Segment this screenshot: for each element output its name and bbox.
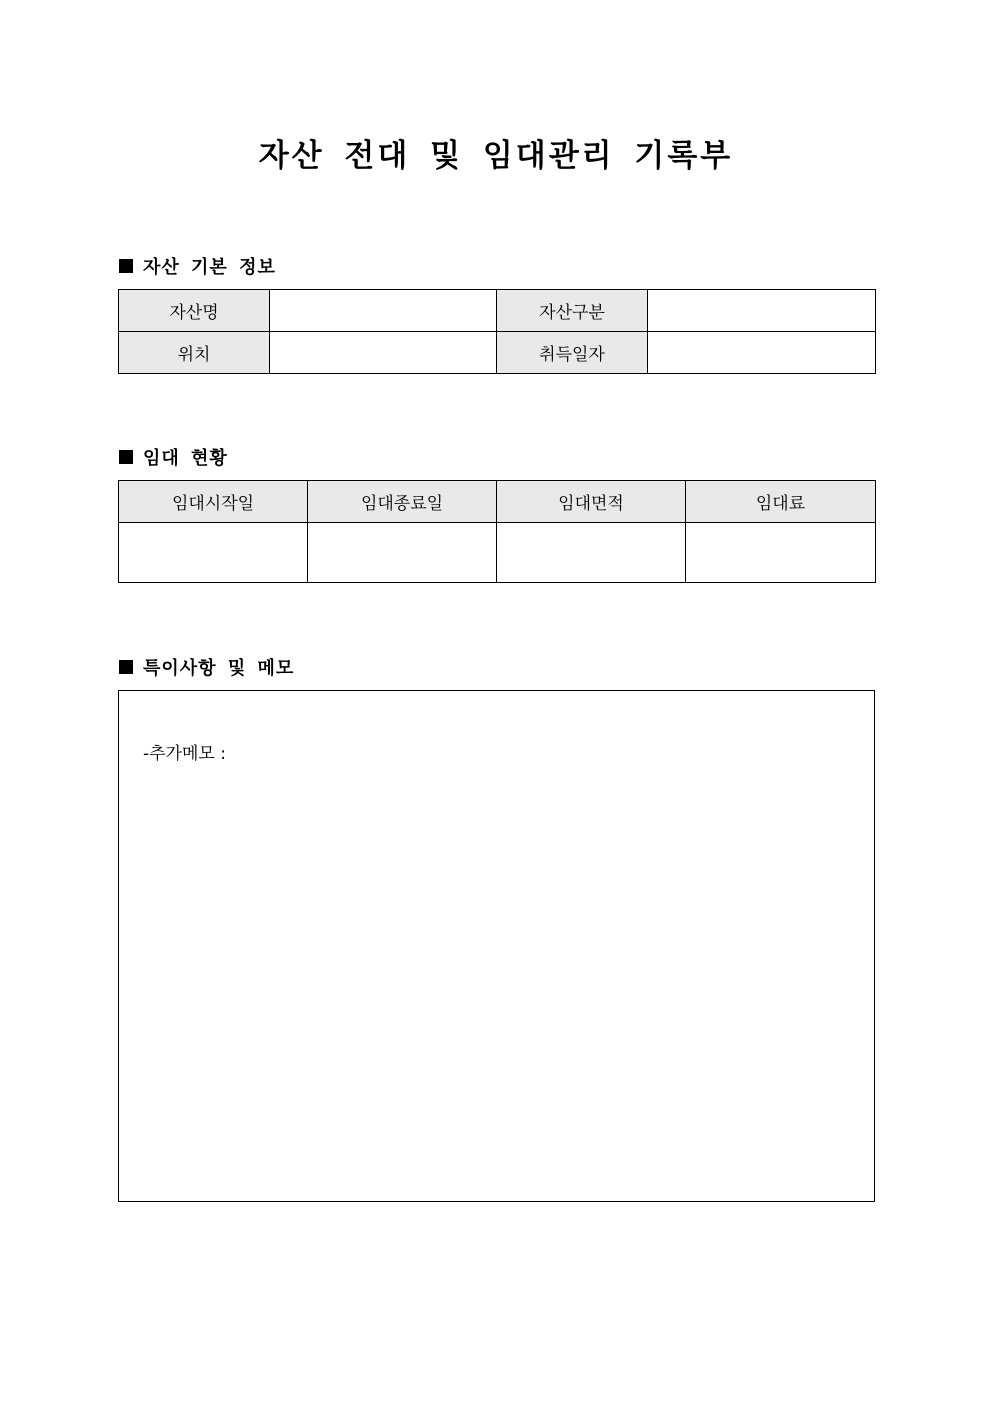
section-heading-basic-label: 자산 기본 정보 — [143, 257, 276, 278]
table-row — [119, 332, 876, 374]
black-square-icon — [119, 450, 133, 464]
section-heading-lease — [119, 444, 228, 470]
asset-name-field[interactable] — [270, 290, 497, 332]
memo-box[interactable] — [118, 690, 875, 1202]
column-header-lease-end: 임대종료일 — [308, 481, 497, 523]
label-acquisition-date: 취득일자 — [497, 332, 648, 374]
lease-start-field[interactable] — [119, 523, 308, 583]
table-header-row — [119, 481, 876, 523]
section-heading-basic — [119, 253, 276, 279]
section-heading-notes-label: 특이사항 및 메모 — [143, 658, 295, 679]
rent-field[interactable] — [686, 523, 876, 583]
table-row — [119, 290, 876, 332]
asset-category-field[interactable] — [648, 290, 876, 332]
lease-end-field[interactable] — [308, 523, 497, 583]
location-field[interactable] — [270, 332, 497, 374]
column-header-lease-start: 임대시작일 — [119, 481, 308, 523]
table-row — [119, 523, 876, 583]
section-heading-notes — [119, 654, 294, 680]
asset-basic-table — [118, 289, 876, 374]
lease-area-field[interactable] — [497, 523, 686, 583]
column-header-lease-area: 임대면적 — [497, 481, 686, 523]
memo-text: -추가메모 : — [143, 744, 226, 764]
label-asset-category: 자산구분 — [497, 290, 648, 332]
label-location: 위치 — [119, 332, 270, 374]
label-asset-name: 자산명 — [119, 290, 270, 332]
section-heading-lease-label: 임대 현황 — [143, 448, 228, 469]
page-title: 자산 전대 및 임대관리 기록부 — [258, 138, 734, 174]
black-square-icon — [119, 660, 133, 674]
lease-status-table — [118, 480, 876, 583]
column-header-rent: 임대료 — [686, 481, 876, 523]
black-square-icon — [119, 259, 133, 273]
acquisition-date-field[interactable] — [648, 332, 876, 374]
